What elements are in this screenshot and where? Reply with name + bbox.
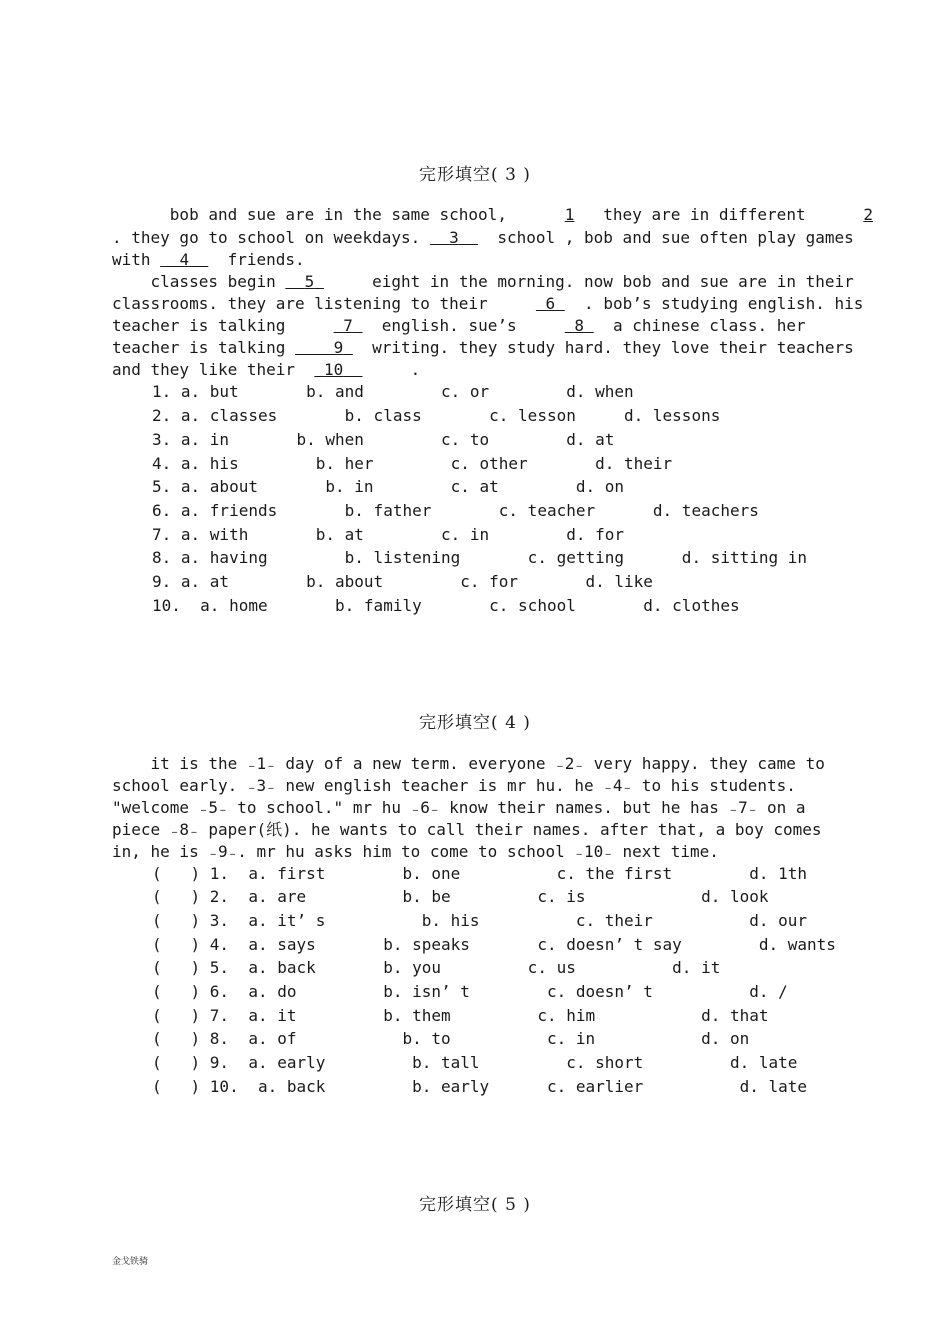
- option-4-6: ( ) 6. a. do b. isn’ t c. doesn’ t d. /: [152, 982, 788, 1001]
- passage-4-line-1: it is the ₋1₋ day of a new term. everyone ₋2₋ very happy. they came to: [112, 754, 825, 773]
- passage-3-line-5: classrooms. they are listening to their 6 . bob’s studying english. his: [112, 294, 864, 313]
- option-4-1: ( ) 1. a. first b. one c. the first d. 1th: [152, 864, 808, 883]
- passage-4-line-3: "welcome ₋5₋ to school." mr hu ₋6₋ know their names. but he has ₋7₋ on a: [112, 798, 806, 817]
- option-4-3: ( ) 3. a. it’ s b. his c. their d. our: [152, 911, 808, 930]
- section-4-title: 完形填空( 4 ): [419, 713, 531, 733]
- passage-3-line-3: with 4 friends.: [112, 250, 305, 269]
- option-3-8: 8. a. having b. listening c. getting d. sitting in: [152, 548, 808, 567]
- passage-3-line-1: bob and sue are in the same school, 1 they are in different 2: [112, 205, 874, 224]
- option-4-7: ( ) 7. a. it b. them c. him d. that: [152, 1006, 769, 1025]
- section-5-title: 完形填空( 5 ): [419, 1195, 531, 1215]
- option-4-9: ( ) 9. a. early b. tall c. short d. late: [152, 1053, 798, 1072]
- passage-3-line-8: and they like their 10 .: [112, 360, 421, 379]
- option-4-8: ( ) 8. a. of b. to c. in d. on: [152, 1029, 750, 1048]
- option-3-5: 5. a. about b. in c. at d. on: [152, 477, 625, 496]
- passage-3-line-2: . they go to school on weekdays. 3 school , bob and sue often play games: [112, 228, 854, 247]
- option-4-5: ( ) 5. a. back b. you c. us d. it: [152, 958, 721, 977]
- option-3-3: 3. a. in b. when c. to d. at: [152, 430, 615, 449]
- option-3-1: 1. a. but b. and c. or d. when: [152, 382, 634, 401]
- option-3-10: 10. a. home b. family c. school d. clothes: [152, 596, 740, 615]
- option-4-2: ( ) 2. a. are b. be c. is d. look: [152, 887, 769, 906]
- passage-3-line-6: teacher is talking 7 english. sue’s 8 a chinese class. her: [112, 316, 806, 335]
- passage-4-line-4: piece ₋8₋ paper(纸). he wants to call their names. after that, a boy comes: [112, 820, 822, 839]
- passage-3-line-7: teacher is talking 9 writing. they study hard. they love their teachers: [112, 338, 854, 357]
- passage-3-line-4: classes begin 5 eight in the morning. now bob and sue are in their: [112, 272, 854, 291]
- option-3-9: 9. a. at b. about c. for d. like: [152, 572, 653, 591]
- option-3-6: 6. a. friends b. father c. teacher d. teachers: [152, 501, 759, 520]
- option-4-10: ( ) 10. a. back b. early c. earlier d. late: [152, 1077, 808, 1096]
- option-3-4: 4. a. his b. her c. other d. their: [152, 454, 673, 473]
- passage-4-line-2: school early. ₋3₋ new english teacher is mr hu. he ₋4₋ to his students.: [112, 776, 796, 795]
- page-footer: 金戈铁骑: [112, 1257, 149, 1267]
- option-4-4: ( ) 4. a. says b. speaks c. doesn’ t say d. wants: [152, 935, 836, 954]
- option-3-2: 2. a. classes b. class c. lesson d. lessons: [152, 406, 721, 425]
- passage-4-line-5: in, he is ₋9₋. mr hu asks him to come to school ₋10₋ next time.: [112, 842, 719, 861]
- option-3-7: 7. a. with b. at c. in d. for: [152, 525, 625, 544]
- section-3-title: 完形填空( 3 ): [419, 165, 531, 185]
